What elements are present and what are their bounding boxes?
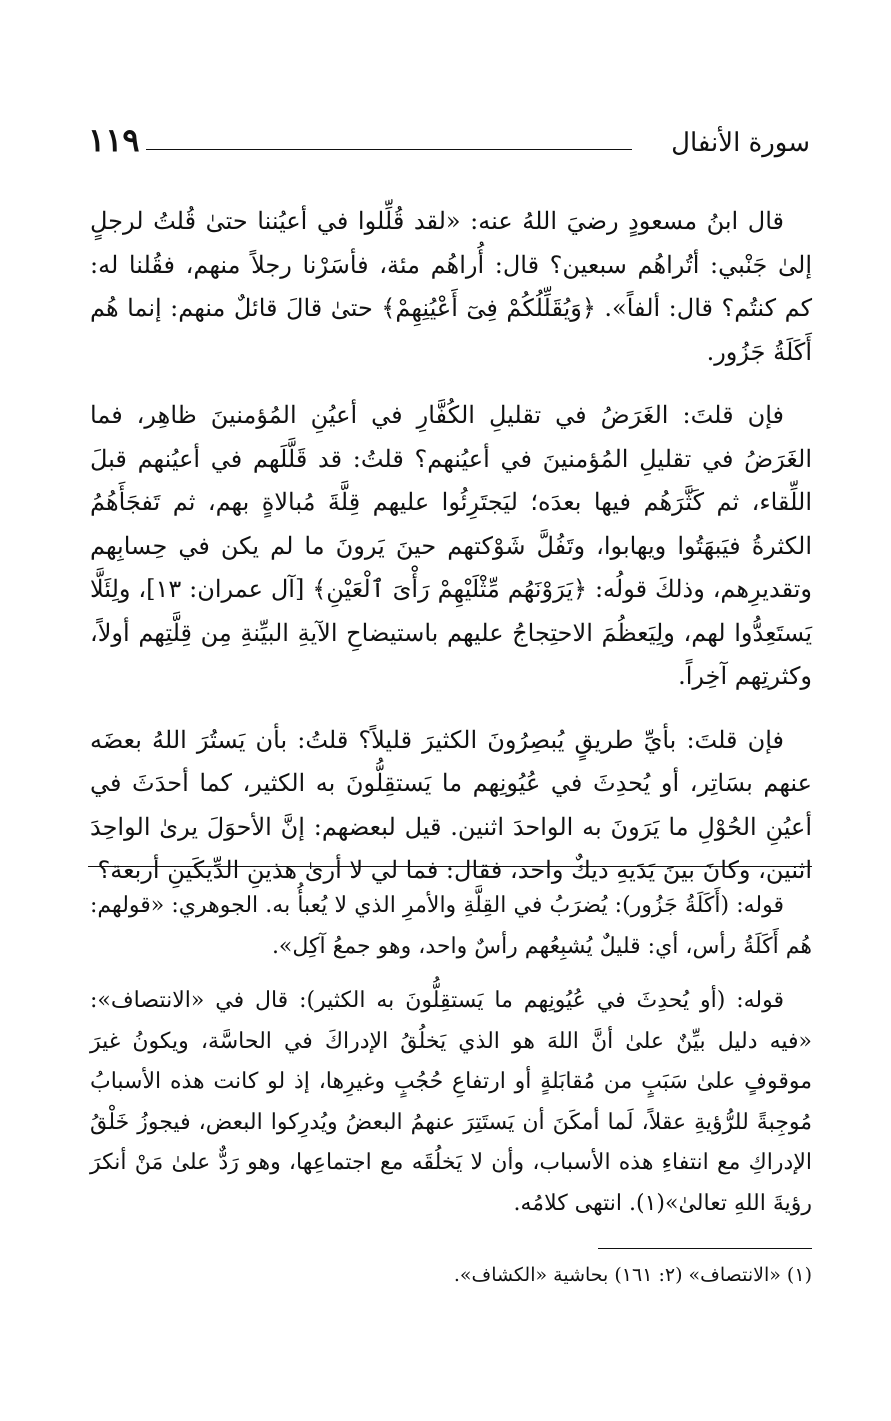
footnote: (١) «الانتصاف» (٢: ١٦١) بحاشية «الكشاف». [453, 1264, 812, 1286]
commentary-note: قوله: (أو يُحدِثَ في عُيُونِهم ما يَستقِلُّونَ به الكثير): قال في «الانتصاف»: «فيه دليل بيِّنٌ علىٰ أنَّ اللهَ هو الذي يَخلُقُ الإدراكَ في الحاسَّة، ويكونُ غيرَ موقوفٍ علىٰ سَبَبٍ من مُقابَلةٍ أو ارتفاعِ حُجُبٍ وغيرِها، إذ لو كانت هذه الأسبابُ مُوجِبةً للرُّؤيةِ عقلاً، لَما أمكَنَ أن يَستَتِرَ عنهمُ البعضُ ويُدرِكوا البعض، فيجوزُ خَلْقُ الإدراكِ مع انتفاءِ هذه الأسباب، وأن لا يَخلُقَه مع اجتماعِها، وهو رَدٌّ علىٰ مَنْ أنكرَ رؤيةَ اللهِ تعالىٰ»(١). انتهى كلامُه. [90, 988, 812, 1216]
commentary-section [90, 886, 812, 1238]
paragraph-purpose-of-reduction: فإن قلتَ: الغَرَضُ في تقليلِ الكُفَّارِ في أعيُنِ المُؤمنينَ ظاهِر، فما الغَرَضُ في تقليلِ المُؤمنينَ في أعيُنهم؟ قلتُ: قد قَلَّلَهم في أعيُنهم قبلَ اللِّقاء، ثم كَثَّرَهُم فيها بعدَه؛ ليَجتَرِئُوا عليهم قِلَّةَ مُبالاةٍ بهم، ثم تَفجَأَهُمُ الكثرةُ فيَبهَتُوا ويهابوا، وتَفُلَّ شَوْكتهم حينَ يَرونَ ما لم يكن في حِسابِهم وتقديرِهم، وذلكَ قولُه: ﴿يَرَوْنَهُم مِّثْلَيْهِمْ رَأْىَ ٱلْعَيْنِ﴾ [آل عمران: ١٣]، ولِئَلَّا يَستَعِدُّوا لهم، ولِيَعظُمَ الاحتِجاجُ عليهم باستيضاحِ الآيةِ البيِّنةِ مِن قِلَّتِهم أولاً، وكثرتِهم آخِراً. [90, 401, 812, 690]
header-rule [146, 149, 632, 150]
paragraph-how-they-see: فإن قلتَ: بأيِّ طريقٍ يُبصِرُونَ الكثيرَ قليلاً؟ قلتُ: بأن يَستُرَ اللهُ بعضَه عنهم بسَاتِر، أو يُحدِثَ في عُيُونِهم ما يَستقِلُّونَ به الكثير، كما أحدَثَ في أعيُنِ الحُوْلِ ما يَرَونَ به الواحدَ اثنين. قيل لبعضهم: إنَّ الأحوَلَ يرىٰ الواحِدَ اثنين، وكانَ بينَ يَدَيهِ ديكٌ واحد، فقال: فما لي لا أرىٰ هذينِ الدِّيكَينِ أربعة؟ [90, 725, 812, 884]
page-number: ١١٩ [88, 121, 140, 159]
main-text [90, 200, 812, 913]
footnote-rule [598, 1248, 812, 1249]
paragraph-ibn-masud: قال ابنُ مسعودٍ رضيَ اللهُ عنه: «لقد قُلِّلوا في أعيُننا حتىٰ قُلتُ لرجلٍ إلىٰ جَنْبي: أتُراهُم سبعين؟ قال: أُراهُم مئة، فأسَرْنا رجلاً منهم، فقُلنا له: كم كنتُم؟ قال: ألفاً». ﴿وَيُقَلِّلُكُمْ فِىٓ أَعْيُنِهِمْ﴾ حتىٰ قالَ قائلٌ منهم: إنما هُم أَكَلَةُ جَزُور. [90, 207, 812, 366]
running-header [88, 118, 810, 168]
commentary-divider [88, 866, 812, 867]
surah-title: سورة الأنفال [671, 128, 810, 158]
commentary-note: قوله: (أَكَلَةُ جَزُور): يُضرَبُ في القِلَّةِ والأمرِ الذي لا يُعبأُ به. الجوهري: «قولهم: هُم أَكَلَةُ رأس، أي: قليلٌ يُشبِعُهم رأسٌ واحد، وهو جمعُ آكِل». [90, 893, 812, 959]
